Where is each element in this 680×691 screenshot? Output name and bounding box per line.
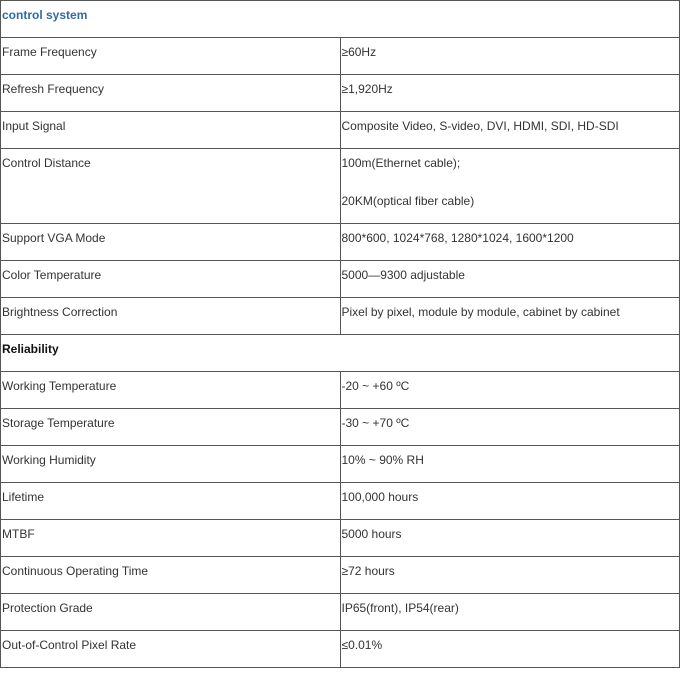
section-header-row [1, 1, 680, 38]
row-label: Lifetime [1, 483, 341, 520]
table-row [1, 298, 680, 335]
table-row [1, 75, 680, 112]
row-label: Continuous Operating Time [1, 557, 341, 594]
row-label: Input Signal [1, 112, 341, 149]
row-value: -20 ~ +60 ºC [340, 372, 680, 409]
row-value: 5000—9300 adjustable [340, 261, 680, 298]
row-label: Working Temperature [1, 372, 341, 409]
row-value: ≥72 hours [340, 557, 680, 594]
section-title-control-system: control system [1, 1, 680, 38]
table-row [1, 557, 680, 594]
table-row [1, 520, 680, 557]
row-label: Working Humidity [1, 446, 341, 483]
table-row [1, 149, 680, 224]
table-row [1, 224, 680, 261]
row-label: Brightness Correction [1, 298, 341, 335]
row-label: Color Temperature [1, 261, 341, 298]
row-value: ≥60Hz [340, 38, 680, 75]
row-value: -30 ~ +70 ºC [340, 409, 680, 446]
section-title-reliability: Reliability [1, 335, 680, 372]
row-value: ≤0.01% [340, 631, 680, 668]
row-value: 100,000 hours [340, 483, 680, 520]
table-row [1, 409, 680, 446]
row-label: MTBF [1, 520, 341, 557]
table-row [1, 594, 680, 631]
row-label: Frame Frequency [1, 38, 341, 75]
table-row [1, 372, 680, 409]
row-value-line-1: 100m(Ethernet cable); [341, 156, 461, 170]
table-row [1, 38, 680, 75]
table-row [1, 446, 680, 483]
row-label: Refresh Frequency [1, 75, 341, 112]
table-row [1, 112, 680, 149]
table-row [1, 261, 680, 298]
row-label: Control Distance [1, 149, 341, 224]
row-label: Support VGA Mode [1, 224, 341, 261]
row-label: Storage Temperature [1, 409, 341, 446]
row-value: IP65(front), IP54(rear) [340, 594, 680, 631]
row-label: Protection Grade [1, 594, 341, 631]
row-value [340, 149, 680, 224]
row-value: Pixel by pixel, module by module, cabinet by cabinet [340, 298, 680, 335]
row-value: 10% ~ 90% RH [340, 446, 680, 483]
row-value: 5000 hours [340, 520, 680, 557]
table-row [1, 631, 680, 668]
row-value-line-2: 20KM(optical fiber cable) [341, 194, 475, 208]
row-value: ≥1,920Hz [340, 75, 680, 112]
row-value: Composite Video, S-video, DVI, HDMI, SDI, HD-SDI [340, 112, 680, 149]
section-header-row [1, 335, 680, 372]
row-value: 800*600, 1024*768, 1280*1024, 1600*1200 [340, 224, 680, 261]
table-row [1, 483, 680, 520]
row-label: Out-of-Control Pixel Rate [1, 631, 341, 668]
